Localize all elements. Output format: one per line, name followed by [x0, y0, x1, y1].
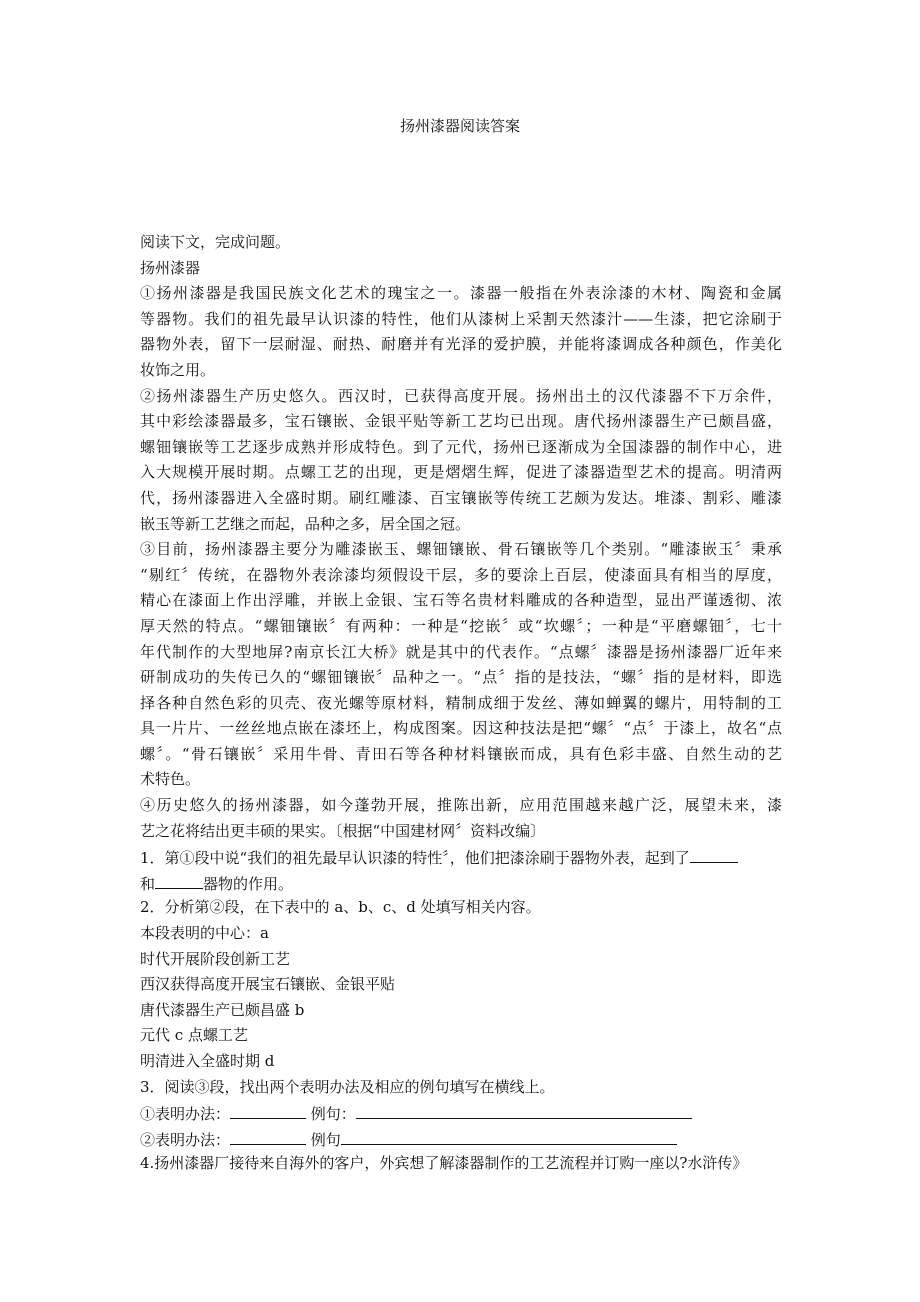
paragraph-4-line: ④历史悠久的扬州漆器，如今蓬勃开展，推陈出新，应用范围越来越广泛，展望未来，漆: [140, 796, 782, 815]
paragraph-3-line: “剔红〞传统，在器物外表涂漆均须假设干层，多的要涂上百层，使漆面具有相当的厚度，: [140, 565, 782, 584]
example-label: 例句: [310, 1130, 341, 1149]
paragraph-2-line: 入大规模开展时期。点螺工艺的出现，更是熠熠生辉，促进了漆器造型艺术的提高。明清两: [140, 463, 782, 482]
question-1-line: [140, 870, 782, 896]
article-title: 扬州漆器: [140, 258, 201, 277]
question-1-line: [140, 844, 782, 870]
paragraph-4-line: 艺之花将结出更丰硕的果实。〔根据“中国建材网〞资料改编〕: [140, 821, 546, 840]
paragraph-2-line: 代，扬州漆器进入全盛时期。刷红雕漆、百宝镶嵌等传统工艺颇为发达。堆漆、割彩、雕漆: [140, 488, 782, 507]
paragraph-1-line: ①扬州漆器是我国民族文化艺术的瑰宝之一。漆器一般指在外表涂漆的木材、陶瓷和金属: [140, 284, 782, 303]
question-3-item: [140, 1100, 782, 1126]
paragraph-2-line: 其中彩绘漆器最多，宝石镶嵌、金银平贴等新工艺均已出现。唐代扬州漆器生产已颇昌盛，: [140, 412, 782, 431]
paragraph-3-line: 厚天然的特点。“螺钿镶嵌〞有两种：一种是“挖嵌〞或“坎螺〞；一种是“平磨螺钿〞，七十: [140, 616, 782, 635]
example-label: 例句：: [310, 1105, 356, 1124]
paragraph-1-line: 器物外表，留下一层耐湿、耐热、耐磨并有光泽的爱护膜，并能将漆调成各种颜色，作美化: [140, 335, 782, 354]
document-title: 扬州漆器阅读答案: [399, 117, 520, 135]
question-2-row: 唐代漆器生产已颇昌盛 b: [140, 1000, 305, 1019]
paragraph-3-line: 具一片片、一丝丝地点嵌在漆坯上，构成图案。因这种技法是把“螺〞“点〞于漆上，故名“点: [140, 719, 782, 738]
method-label: ①表明办法：: [140, 1105, 231, 1124]
question-2-prompt: 2．分析第②段，在下表中的 a、b、c、d 处填写相关内容。: [140, 898, 541, 917]
paragraph-1-line: 妆饰之用。: [140, 360, 216, 379]
question-4-text: 4.扬州漆器厂接待来自海外的客户，外宾想了解漆器制作的工艺流程并订购一座以?水浒传》: [140, 1154, 748, 1173]
intro-text: 阅读下文，完成问题。: [140, 233, 291, 251]
paragraph-2-line: ②扬州漆器生产历史悠久。西汉时，已获得高度开展。扬州出土的汉代漆器不下万余件，: [140, 386, 782, 405]
question-2-row: 明清进入全盛时期 d: [140, 1052, 275, 1070]
paragraph-2-line: 螺钿镶嵌等工艺逐步成熟并形成特色。到了元代，扬州已逐渐成为全国漆器的制作中心，进: [140, 437, 782, 456]
question-3-item: [140, 1126, 782, 1152]
paragraph-3-line: 年代制作的大型地屏?南京长江大桥》就是其中的代表作。“点螺〞漆器是扬州漆器厂近年来: [140, 642, 782, 661]
method-blank[interactable]: [230, 1100, 306, 1119]
question-1-text: 和: [140, 874, 156, 893]
paragraph-3-line: 精心在漆面上作出浮雕，并嵌上金银、宝石等名贵材料雕成的各种造型，显出严谨透彻、浓: [140, 591, 782, 610]
paragraph-3-line: 螺〞。“骨石镶嵌〞采用牛骨、青田石等各种材料镶嵌而成，具有色彩丰盛、自然生动的艺: [140, 744, 782, 763]
paragraph-2-line: 嵌玉等新工艺继之而起，品种之多，居全国之冠。: [140, 514, 471, 533]
question-2-row: 时代开展阶段创新工艺: [140, 949, 291, 968]
paragraph-3-line: 术特色。: [140, 770, 201, 789]
paragraph-3-line: ③目前，扬州漆器主要分为雕漆嵌玉、螺钿镶嵌、骨石镶嵌等几个类别。“雕漆嵌玉〞秉承: [140, 540, 782, 559]
question-2-row: 元代 c 点螺工艺: [140, 1026, 248, 1045]
paragraph-3-line: 研制成功的失传已久的“螺钿镶嵌〞品种之一。“点〞指的是技法，“螺〞指的是材料，即选: [140, 668, 782, 687]
question-1-text: 器物的作用。: [203, 874, 294, 893]
question-1-text: 1．第①段中说“我们的祖先最早认识漆的特性〞，他们把漆涂刷于器物外表，起到了: [140, 849, 690, 868]
paragraph-1-line: 等器物。我们的祖先最早认识漆的特性，他们从漆树上采割天然漆汁——生漆，把它涂刷于: [140, 309, 782, 328]
paragraph-3-line: 择各种自然色彩的贝壳、夜光螺等原材料，精制成细于发丝、薄如蝉翼的螺片，用特制的工: [140, 693, 782, 712]
answer-blank[interactable]: [690, 844, 738, 863]
question-3-prompt: 3．阅读③段，找出两个表明办法及相应的例句填写在横线上。: [140, 1077, 555, 1096]
example-blank[interactable]: [341, 1126, 677, 1145]
answer-blank[interactable]: [155, 870, 203, 889]
question-2-row: 本段表明的中心：a: [140, 924, 269, 943]
example-blank[interactable]: [356, 1100, 692, 1119]
document-body: [140, 230, 782, 1177]
method-label: ②表明办法：: [140, 1130, 231, 1149]
method-blank[interactable]: [230, 1126, 306, 1145]
question-2-row: 西汉获得高度开展宝石镶嵌、金银平贴: [140, 975, 396, 994]
